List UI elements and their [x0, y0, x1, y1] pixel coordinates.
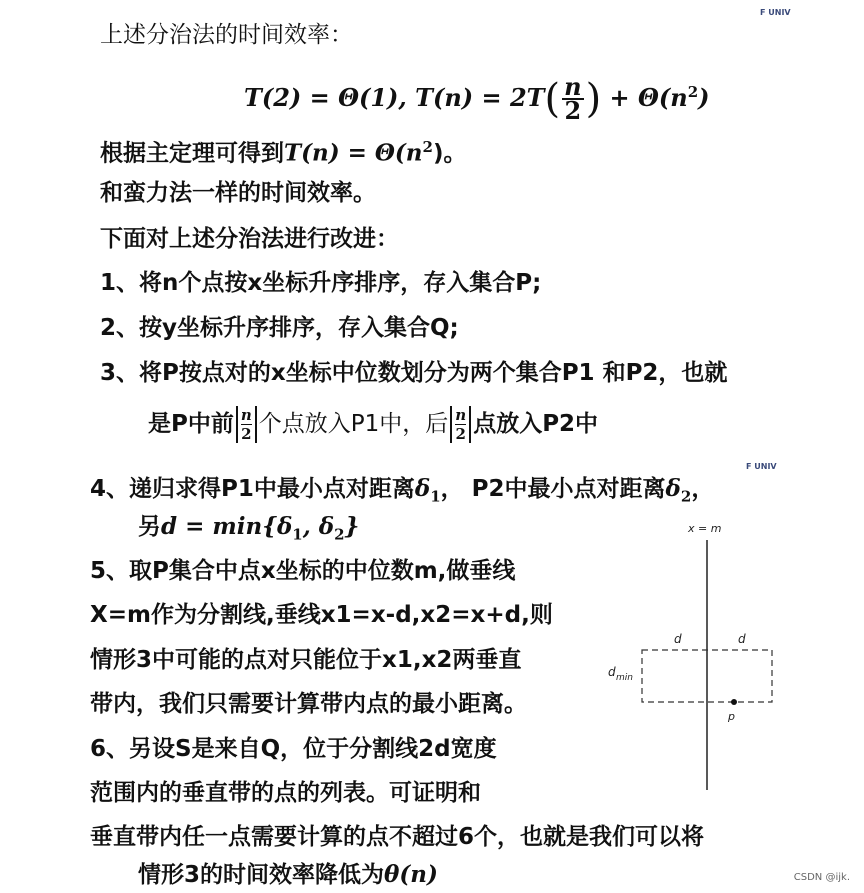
step6-4a: 情形3的时间效率降低为: [138, 862, 385, 888]
bracket-numerator: n: [240, 406, 252, 424]
step-4: [90, 474, 714, 512]
formula-part1: T(2) = Θ(1), T(n) = 2T: [244, 83, 545, 112]
step4-c: ，: [691, 476, 715, 502]
step3b-a: 是P中前: [148, 411, 234, 437]
strip-diagram: [590, 510, 800, 800]
step4-b: ， P2中最小点对距离: [440, 476, 666, 502]
corner-watermark: F UNIV: [760, 8, 791, 17]
step-5-line-2: X=m作为分割线,垂线x1=x-d,x2=x+d,则: [90, 602, 553, 628]
master-math: T(n) = Θ(n: [284, 139, 423, 167]
step4b-sub1: 1: [292, 525, 303, 544]
step-5-line-3: 情形3中可能的点对只能位于x1,x2两垂直: [90, 647, 522, 673]
step-1: 1、将n个点按x坐标升序排序，存入集合P;: [100, 270, 542, 296]
bracket-numerator: n: [455, 406, 467, 424]
brute-force-line: 和蛮力法一样的时间效率。: [100, 180, 376, 206]
bracket-denominator: 2: [241, 425, 252, 443]
step4b-sub2: 2: [334, 525, 345, 544]
dmin-sub-label: min: [616, 673, 633, 683]
corner-watermark: F UNIV: [746, 462, 777, 471]
delta-1-sub: 1: [430, 487, 441, 506]
step-6-line-3: 垂直带内任一点需要计算的点不超过6个，也就是我们可以将: [90, 824, 705, 850]
page-title: 上述分治法的时间效率：: [100, 22, 353, 48]
step3b-b: 个点放入P1中，后: [258, 411, 449, 437]
footer-credit: CSDN @ijk.: [793, 872, 850, 883]
point-p-label: p: [728, 710, 735, 723]
formula-paren-open: (: [544, 76, 561, 122]
bracket-denominator: 2: [455, 425, 466, 443]
improvement-line: 下面对上述分治法进行改进：: [100, 226, 399, 252]
formula-exponent: 2: [687, 83, 699, 101]
fraction-numerator: n: [564, 72, 582, 101]
formula-paren-close: ): [585, 76, 602, 122]
delta-1: δ: [414, 475, 431, 502]
delta-2: δ: [665, 475, 681, 502]
step-3: 3、将P按点对的x坐标中位数划分为两个集合P1 和P2，也就: [100, 360, 728, 386]
recurrence-formula: [244, 62, 710, 129]
step4b-a: 另: [138, 514, 161, 540]
master-exp: 2: [422, 138, 433, 156]
floor-bracket: [236, 406, 257, 443]
d-left-label: d: [674, 632, 682, 646]
master-prefix: 根据主定理可得到: [100, 140, 284, 167]
d-right-label: d: [738, 632, 746, 646]
step-4-continued: [138, 512, 359, 550]
master-theorem-line: [100, 132, 466, 169]
step-5-line-4: 带内，我们只需要计算带内点的最小距离。: [90, 691, 527, 717]
fraction-denominator: 2: [564, 96, 582, 125]
step-2: 2、按y坐标升序排序，存入集合Q;: [100, 315, 459, 341]
step4-a: 4、递归求得P1中最小点对距离: [90, 476, 415, 502]
step4b-math: d = min{δ: [161, 513, 293, 540]
step4b-end: }: [344, 513, 360, 540]
step4b-mid: , δ: [302, 513, 335, 540]
master-suffix: )。: [432, 140, 467, 167]
line-label: x = m: [688, 522, 722, 535]
dmin-label: d: [608, 665, 616, 679]
step6-4m: θ(n): [384, 861, 438, 888]
step3b-c: 点放入P2中: [473, 411, 599, 437]
formula-close: ): [698, 83, 710, 112]
step-5-line-1: 5、取P集合中点x坐标的中位数m,做垂线: [90, 558, 516, 584]
step-3-continued: [148, 402, 598, 446]
formula-fraction: [562, 72, 583, 125]
formula-part2: + Θ(n: [609, 83, 688, 112]
step-6-line-1: 6、另设S是来自Q，位于分割线2d宽度: [90, 736, 497, 762]
ceil-bracket: [450, 406, 471, 443]
delta-2-sub: 2: [680, 487, 692, 506]
step-6-line-2: 范围内的垂直带的点的列表。可证明和: [90, 780, 481, 806]
point-p: [731, 699, 737, 705]
step-6-line-4: [138, 860, 438, 890]
